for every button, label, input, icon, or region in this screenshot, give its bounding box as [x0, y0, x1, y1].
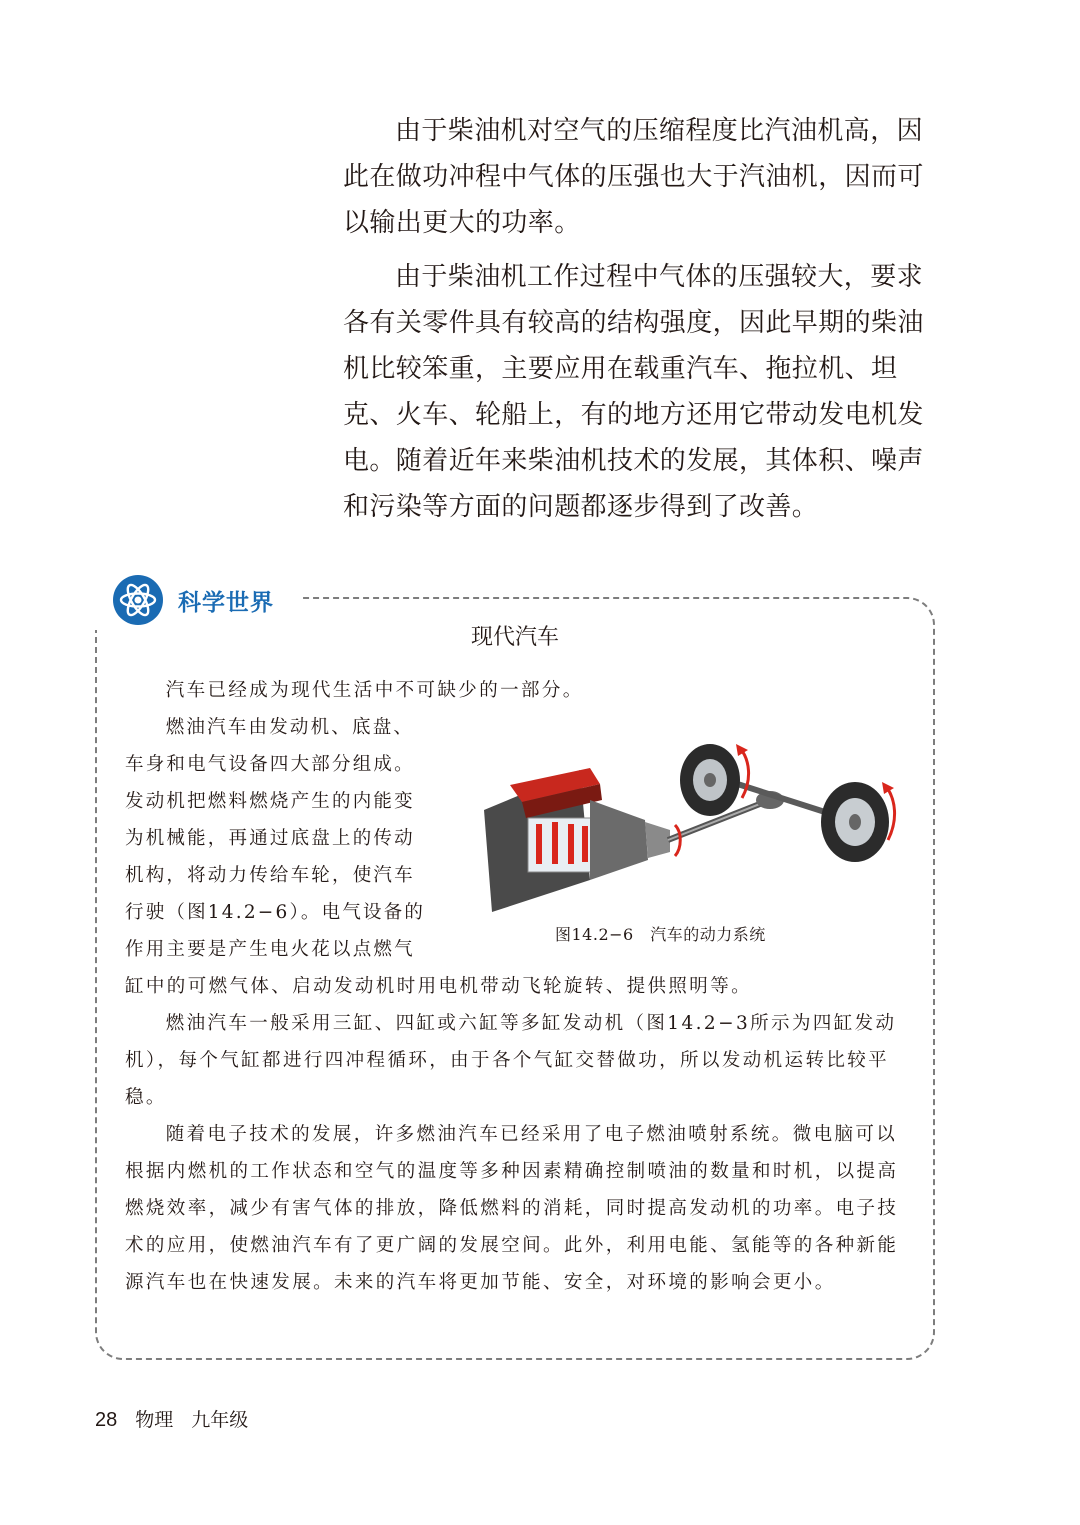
wrap-text-block [125, 709, 445, 968]
science-box-intro-block [125, 672, 915, 709]
science-intro: 汽车已经成为现代生活中不可缺少的一部分。 [165, 680, 584, 701]
figure-caption: 图14.2−6 汽车的动力系统 [555, 925, 766, 944]
footer-subject: 物理 [135, 1409, 174, 1431]
atom-icon [112, 574, 164, 626]
drivetrain-illustration [470, 740, 910, 915]
science-paragraph-2: 燃油汽车一般采用三缸、四缸或六缸等多缸发动机（图14.2−3所示为四缸发动机），每个气缸都进行四冲程循环，由于各个气缸交替做功，所以发动机运转比较平稳。 [125, 1013, 897, 1108]
page-number: 28 [95, 1409, 118, 1431]
wrap-line-1: 燃油汽车由发动机、底盘、 [165, 717, 415, 738]
wheel-rear-right [821, 782, 889, 862]
science-box-title: 现代汽车 [470, 625, 559, 650]
main-paragraph-2: 由于柴油机工作过程中气体的压强较大，要求各有关零件具有较高的结构强度，因此早期的柴油机比较笨重，主要应用在载重汽车、拖拉机、坦克、火车、轮船上，有的地方还用它带动发电机发电。随着近年来柴油机技术的发展，其体积、噪声和污染等方面的问题都逐步得到了改善。 [343, 262, 924, 522]
science-box-label: 科学世界 [178, 589, 274, 616]
science-box-body [125, 968, 915, 1301]
page-footer [95, 1405, 248, 1432]
wheel-rear-left [680, 744, 740, 816]
wrap-line-4: 为机械能，再通过底盘上的传动 [125, 828, 415, 849]
engine-block [484, 768, 670, 912]
wrap-line-3: 发动机把燃料燃烧产生的内能变 [125, 791, 415, 812]
main-body [343, 108, 943, 538]
wrap-line-7: 作用主要是产生电火花以点燃气 [125, 939, 415, 960]
wrap-line-2: 车身和电气设备四大部分组成。 [125, 754, 415, 775]
wrap-line-5: 机构，将动力传给车轮，使汽车 [125, 865, 415, 886]
footer-grade: 九年级 [191, 1409, 249, 1431]
main-paragraph-1: 由于柴油机对空气的压缩程度比汽油机高，因此在做功冲程中气体的压强也大于汽油机，因而可以输出更大的功率。 [343, 116, 924, 238]
science-paragraph-3: 随着电子技术的发展，许多燃油汽车已经采用了电子燃油喷射系统。微电脑可以根据内燃机的工作状态和空气的温度等多种因素精确控制喷油的数量和时机，以提高燃烧效率，减少有害气体的排放，降低燃料的消耗，同时提高发动机的功率。电子技术的应用，使燃油汽车有了更广阔的发展空间。此外，利用电能、氢能等的各种新能源汽车也在快速发展。未来的汽车将更加节能、安全，对环境的影响会更小。 [125, 1124, 899, 1293]
wrap-line-6: 行驶（图14.2−6）。电气设备的 [125, 902, 426, 923]
wrap-tail: 缸中的可燃气体、启动发动机时用电机带动飞轮旋转、提供照明等。 [125, 976, 753, 997]
